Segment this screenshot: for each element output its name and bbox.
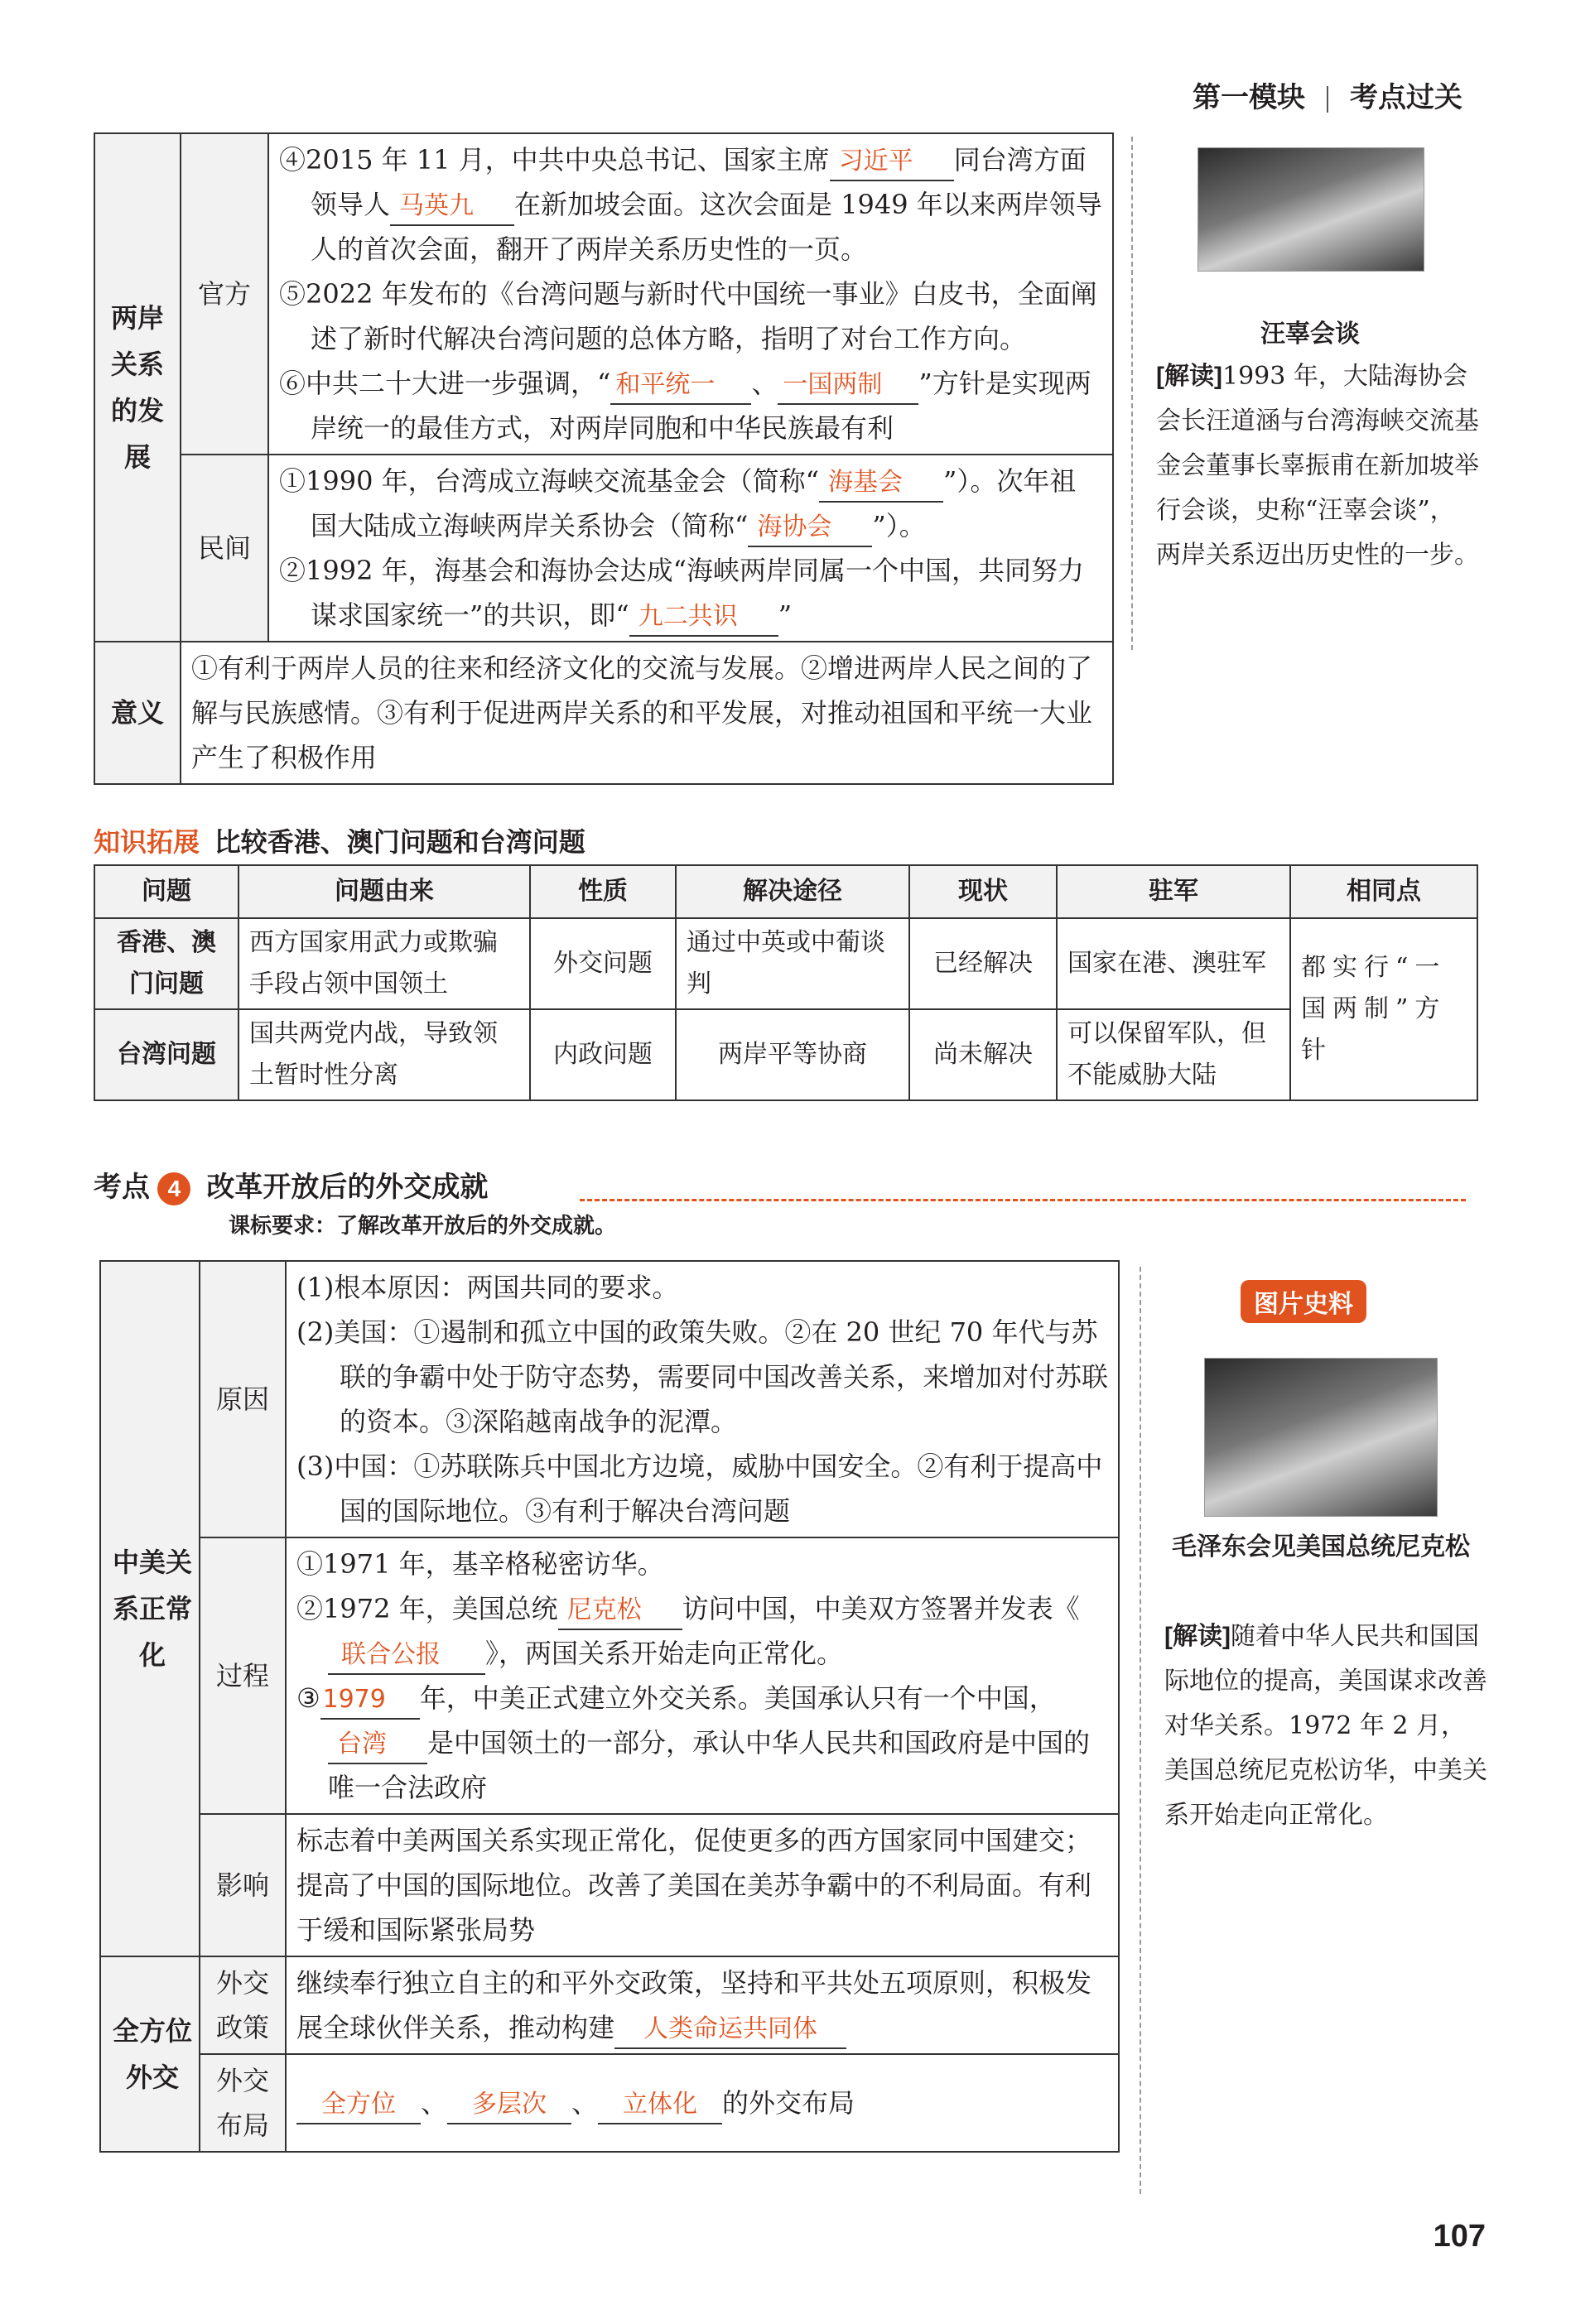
reason-content: (1)根本原因：两国共同的要求。 (2)美国：①遏制和孤立中国的政策失败。②在 20 世纪 70 年代与苏联的争霸中处于防守态势，需要同中国改善关系，来增加对付苏联的资本。③深陷越南战争的泥潭。 (3)中国：①苏联陈兵中国北方边境，威胁中国安全。②有利于提高中国的国际地位。③有利于解决台湾问题: [286, 1261, 1119, 1537]
blank-answer: 海基会: [819, 464, 943, 503]
page-header: [1193, 75, 1462, 115]
col-header: 问题: [94, 865, 239, 918]
cross-strait-label: 两岸关系的发展: [94, 133, 181, 642]
col-header: 相同点: [1290, 865, 1477, 918]
blank-answer: 和平统一: [610, 367, 751, 405]
curriculum-requirement: 课标要求：了解改革开放后的外交成就。: [229, 1213, 617, 1238]
effect-content: 标志着中美两国关系实现正常化，促使更多的西方国家同中国建交；提高了中国的国际地位。改善了美国在美苏争霸中的不利局面。有利于缓和国际紧张局势: [286, 1814, 1119, 1956]
policy-content: 继续奉行独立自主的和平外交政策，坚持和平共处五项原则，积极发展全球伙伴关系，推动构建 人类命运共同体: [286, 1956, 1119, 2054]
folk-content: ①1990 年，台湾成立海峡交流基金会（简称“ 海基会 ”）。次年祖国大陆成立海峡两岸关系协会（简称“ 海协会 ”）。 ②1992 年，海基会和海协会达成“海峡两岸同属一个中国，共同努力谋求国家统一”的共识，即“ 九二共识 ”: [268, 455, 1113, 642]
section-rule: [580, 1199, 1466, 1201]
divider: [1140, 1267, 1141, 2194]
common-point: 都实行“一国两制”方针: [1290, 918, 1477, 1100]
interpretation: [解读]随着中华人民共和国国际地位的提高，美国谋求改善对华关系。1972 年 2 月，美国总统尼克松访华，中美关系开始走向正常化。: [1164, 1622, 1487, 1830]
blank-answer: 立体化: [598, 2086, 722, 2124]
blank-answer: 马英九: [390, 188, 514, 226]
photo-wang-gu-talks: [1197, 147, 1424, 272]
blank-answer: 联合公报: [328, 1637, 485, 1675]
exam-point-title: 考点 4 改革开放后的外交成就: [94, 1164, 488, 1205]
blank-answer: 人类命运共同体: [614, 2011, 846, 2049]
blank-answer: 九二共识: [629, 599, 778, 637]
blank-answer: 海协会: [748, 509, 872, 547]
policy-label: 外交政策: [200, 1956, 286, 2054]
blank-answer: 台湾: [328, 1726, 427, 1764]
sino-us-label: 中美关系正常化: [100, 1261, 200, 1956]
page-number: 107: [1433, 2219, 1486, 2254]
diplomacy-table: [99, 1260, 1120, 2153]
effect-label: 影响: [200, 1814, 286, 1956]
knowledge-expand-title: 知识拓展 比较香港、澳门问题和台湾问题: [94, 827, 585, 857]
meaning-content: ①有利于两岸人员的往来和经济文化的交流与发展。②增进两岸人民之间的了解与民族感情。③有利于促进两岸关系的和平发展，对推动祖国和平统一大业产生了积极作用: [181, 642, 1113, 784]
folk-label: 民间: [181, 455, 268, 642]
photo-mao-nixon: [1204, 1358, 1438, 1517]
layout-label: 外交布局: [200, 2054, 286, 2152]
col-header: 现状: [909, 865, 1057, 918]
blank-answer: 1979: [320, 1682, 420, 1720]
picture-history-tag: 图片史料: [1241, 1280, 1366, 1323]
table-row: 香港、澳门问题 西方国家用武力或欺骗手段占领中国领土 外交问题 通过中英或中葡谈判 已经解决 国家在港、澳驻军 都实行“一国两制”方针: [94, 918, 1477, 1009]
process-label: 过程: [200, 1537, 286, 1814]
photo-caption: 汪辜会谈: [1260, 320, 1360, 348]
layout-content: 全方位 、 多层次 、 立体化 的外交布局: [286, 2054, 1119, 2152]
table-row: 台湾问题 国共两党内战，导致领土暂时性分离 内政问题 两岸平等协商 尚未解决 可以保留军队，但不能威胁大陆: [94, 1009, 1477, 1100]
blank-answer: 多层次: [447, 2086, 571, 2124]
divider: [1131, 137, 1133, 650]
interpretation: [解读]1993 年，大陆海协会会长汪道涵与台湾海峡交流基金会董事长辜振甫在新加坡举行会谈，史称“汪辜会谈”，两岸关系迈出历史性的一步。: [1156, 362, 1479, 570]
blank-answer: 尼克松: [558, 1592, 682, 1630]
photo-caption: 毛泽东会见美国总统尼克松: [1172, 1533, 1470, 1561]
meaning-label: 意义: [94, 642, 181, 784]
reason-label: 原因: [200, 1261, 286, 1537]
omni-diplomacy-label: 全方位外交: [100, 1956, 200, 2152]
official-content: ④2015 年 11 月，中共中央总书记、国家主席 习近平 同台湾方面领导人 马英九 在新加坡会面。这次会面是 1949 年以来两岸领导人的首次会面，翻开了两岸关系历史性的一页。 ⑤2022 年发布的《台湾问题与新时代中国统一事业》白皮书，全面阐述了新时代解决台湾问题的总体方略，指明了对台工作方向。 ⑥中共二十大进一步强调，“ 和平统一 、 一国两制 ”方针是实现两岸统一的最佳方式，对两岸同胞和中华民族最有利: [268, 133, 1113, 455]
official-label: 官方: [181, 133, 268, 455]
section-label: 考点过关: [1350, 82, 1462, 113]
module-label: 第一模块: [1193, 82, 1305, 113]
process-content: ①1971 年，基辛格秘密访华。 ②1972 年，美国总统 尼克松 访问中国，中美双方签署并发表《联合公报 》，两国关系开始走向正常化。 ③1979 年，中美正式建立外交关系。美国承认只有一个中国，台湾 是中国领土的一部分，承认中华人民共和国政府是中国的唯一合法政府: [286, 1537, 1119, 1814]
cross-strait-table: [94, 132, 1114, 785]
col-header: 问题由来: [239, 865, 530, 918]
blank-answer: 全方位: [296, 2086, 421, 2124]
blank-answer: 习近平: [830, 143, 954, 181]
col-header: 性质: [530, 865, 676, 918]
blank-answer: 一国两制: [778, 367, 918, 405]
expand-tag: 知识拓展: [94, 827, 200, 857]
col-header: 解决途径: [676, 865, 909, 918]
col-header: 驻军: [1057, 865, 1290, 918]
comparison-table: [94, 864, 1478, 1101]
exam-point-number: 4: [157, 1172, 190, 1205]
